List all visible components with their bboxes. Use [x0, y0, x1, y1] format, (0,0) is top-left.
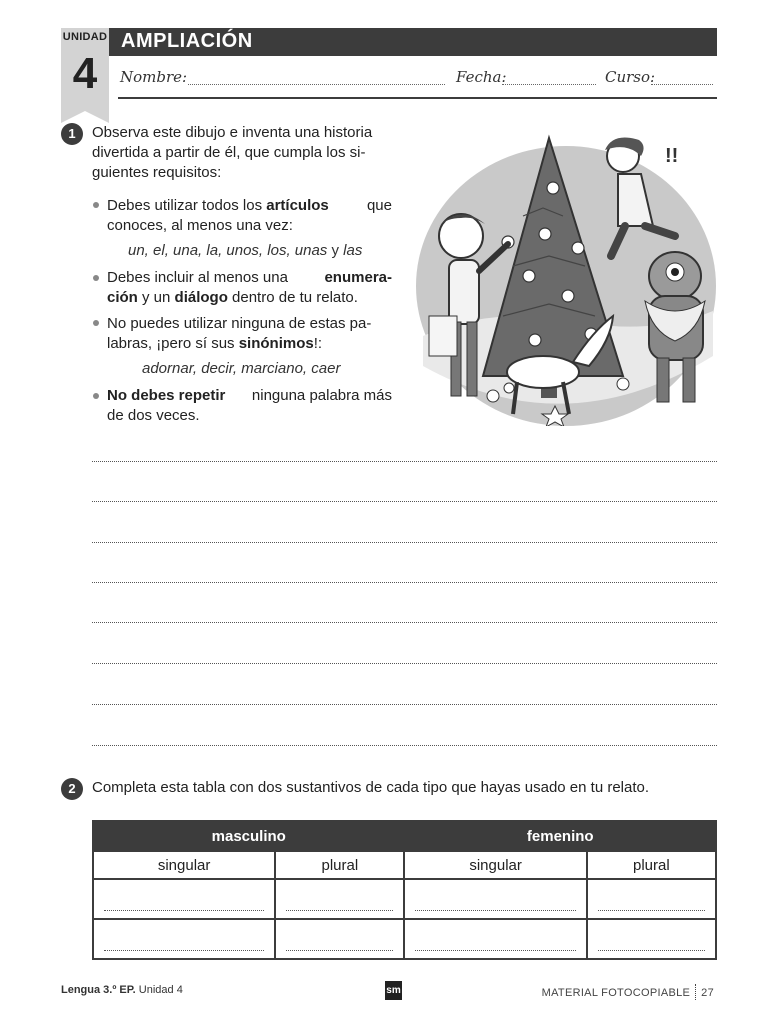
requirement-sinonimos: No puedes utilizar ninguna de estas pa- labras, ¡pero sí sus sinónimos!: — [107, 315, 372, 352]
col-femenino: femenino — [404, 821, 716, 851]
answer-cell[interactable] — [93, 879, 275, 919]
exercise-1-instructions — [92, 123, 392, 183]
unit-tab — [61, 28, 109, 111]
curso-label: Curso: — [605, 68, 656, 86]
subheader-plural: plural — [587, 851, 716, 879]
sm-logo: sm — [385, 981, 402, 1000]
answer-cell[interactable] — [404, 919, 586, 959]
bullet-dot — [93, 275, 99, 281]
writing-line[interactable] — [92, 704, 717, 705]
col-masculino: masculino — [93, 821, 404, 851]
footer-copyright: MATERIAL FOTOCOPIABLE 27 — [542, 984, 714, 999]
exercise-2-number: 2 — [61, 778, 83, 800]
student-info-row — [118, 66, 717, 92]
curso-field[interactable] — [651, 84, 713, 85]
answer-cell[interactable] — [587, 919, 716, 959]
answer-cell[interactable] — [404, 879, 586, 919]
fecha-field[interactable] — [502, 84, 596, 85]
nombre-field[interactable] — [188, 84, 445, 85]
requirement-articulos: Debes utilizar todos los artículos que conoces, al menos una vez: — [107, 197, 392, 234]
intro-line: Observa este dibujo e inventa una historia — [92, 124, 373, 141]
intro-line: divertida a partir de él, que cumpla los si- — [92, 144, 366, 161]
christmas-scene-illustration — [413, 126, 718, 426]
nouns-table — [92, 820, 717, 960]
answer-cell[interactable] — [275, 879, 404, 919]
title-bar — [109, 28, 717, 56]
requirement-no-repetir: No debes repetir ninguna palabra más de dos veces. — [107, 387, 392, 424]
table-subheader-row — [93, 851, 716, 879]
footer-course: Lengua 3.º EP. Unidad 4 — [61, 984, 183, 996]
table-row — [93, 879, 716, 919]
writing-line[interactable] — [92, 501, 717, 502]
answer-cell[interactable] — [275, 919, 404, 959]
answer-cell[interactable] — [587, 879, 716, 919]
subheader-plural: plural — [275, 851, 404, 879]
writing-line[interactable] — [92, 663, 717, 664]
nombre-label: Nombre: — [120, 68, 188, 86]
header-divider — [118, 97, 717, 99]
requirement-enumeracion: Debes incluir al menos una enumera- ción y un diálogo dentro de tu relato. — [107, 269, 392, 306]
bullet-dot — [93, 393, 99, 399]
writing-line[interactable] — [92, 542, 717, 543]
unit-word: UNIDAD — [62, 31, 108, 43]
fecha-label: Fecha: — [456, 68, 507, 86]
exercise-1-number: 1 — [61, 123, 83, 145]
writing-line[interactable] — [92, 745, 717, 746]
articles-list: un, el, una, la, unos, los, unas y las — [128, 242, 363, 259]
intro-line: guientes requisitos: — [92, 164, 222, 181]
subheader-singular: singular — [404, 851, 586, 879]
writing-line[interactable] — [92, 461, 717, 462]
bullet-dot — [93, 202, 99, 208]
forbidden-words: adornar, decir, marciano, caer — [142, 360, 341, 377]
writing-line[interactable] — [92, 622, 717, 623]
subheader-singular: singular — [93, 851, 275, 879]
table-row — [93, 919, 716, 959]
svg-text:!!: !! — [665, 145, 679, 167]
bullet-dot — [93, 320, 99, 326]
page-title: AMPLIACIÓN — [121, 30, 253, 52]
page-number: 27 — [701, 987, 714, 999]
exercise-2-instruction: Completa esta tabla con dos sustantivos de cada tipo que hayas usado en tu relato. — [92, 779, 650, 796]
table-header-row — [93, 821, 716, 851]
answer-cell[interactable] — [93, 919, 275, 959]
writing-line[interactable] — [92, 582, 717, 583]
unit-number: 4 — [72, 49, 98, 98]
